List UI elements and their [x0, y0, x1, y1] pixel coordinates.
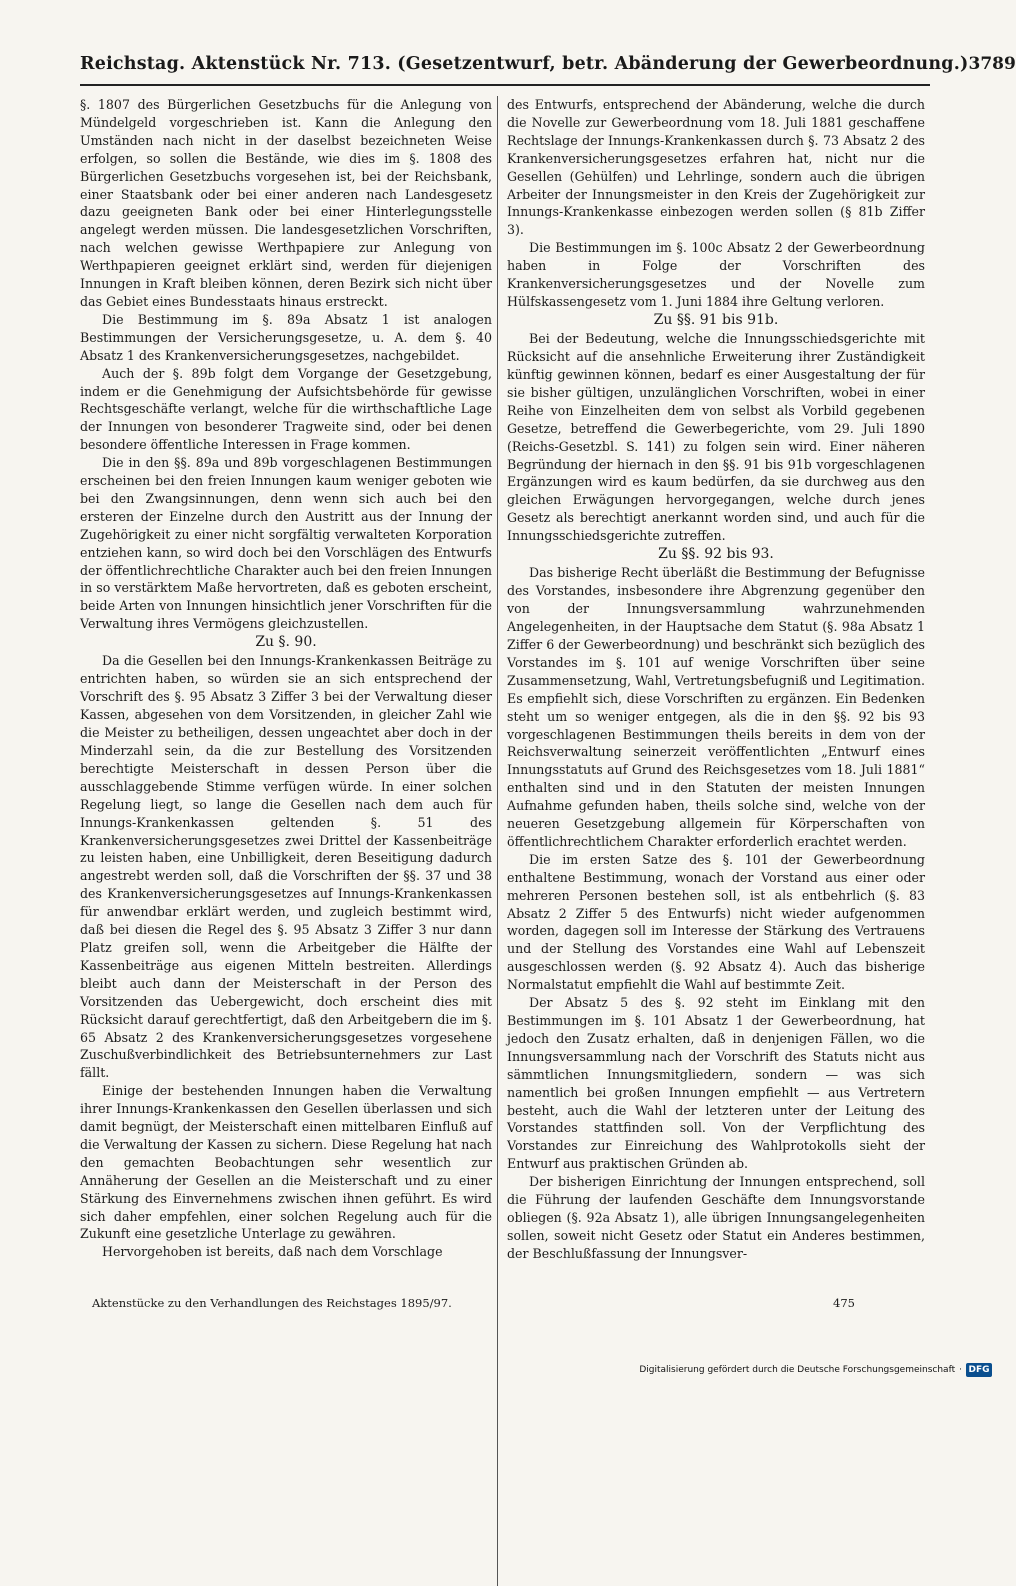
column-divider	[497, 96, 498, 1586]
paragraph: Die im ersten Satze des §. 101 der Gewerbeordnung enthaltene Bestimmung, wonach der Vorstand aus einer oder mehreren Personen bestehen soll, ist als entbehrlich (§. 83 Absatz 2 Ziffer 5 des Entwurfs) nicht wieder aufgenommen worden, dagegen soll im Interesse der Stärkung des Vertrauens und der Stellung des Vorstandes eine Wahl auf Lebenszeit ausgeschlossen werden (§. 92 Absatz 4). Auch das bisherige Normalstatut empfiehlt die Wahl auf bestimmte Zeit.	[507, 851, 925, 993]
page-number: 3789	[968, 54, 1016, 74]
paragraph: des Entwurfs, entsprechend der Abänderung, welche die durch die Novelle zur Gewerbeordnung vom 18. Juli 1881 geschaffene Rechtslage der Innungs-Krankenkassen durch §. 73 Absatz 2 des Krankenversicherungsgesetzes erfahren hat, nicht nur die Gesellen (Gehülfen) und Lehrlinge, sondern auch die übrigen Arbeiter der Innungsmeister in den Kreis der Zugehörigkeit zur Innungs-Krankenkasse einbezogen werden sollen (§ 81b Ziffer 3).	[507, 97, 925, 238]
paragraph: Die in den §§. 89a und 89b vorgeschlagenen Bestimmungen erscheinen bei den freien Innungen kaum weniger geboten wie bei den Zwangsinnungen, denn wenn sich auch bei den ersteren der Einzelne durch den Austritt aus der Innung der Zugehörigkeit zu einer nicht sorgfältig verwalteten Korporation entziehen kann, so wird doch bei den Vorschlägen des Entwurfs der öffentlichrechtliche Charakter auch bei den freien Innungen in so verstärktem Maße hervortreten, daß es geboten erscheint, beide Arten von Innungen hinsichtlich jener Vorschriften für die Verwaltung ihres Vermögens gleichzustellen.	[80, 455, 492, 632]
paragraph: Bei der Bedeutung, welche die Innungsschiedsgerichte mit Rücksicht auf die ansehnliche Erweiterung ihrer Zuständigkeit künftig gewinnen können, bedarf es einer Ausgestaltung der für sie bisher gültigen, unzulänglichen Vorschriften, wobei in einer Reihe von Einzelheiten dem von selbst als Vorbild gegebenen Gesetze, betreffend die Gewerbegerichte, vom 29. Juli 1890 (Reichs-Gesetzbl. S. 141) zu folgen sein wird. Einer näheren Begründung der hiernach in den §§. 91 bis 91b vorgeschlagenen Ergänzungen wird es kaum bedürfen, da sie durchweg aus den gleichen Erwägungen hervorgegangen, welche durch jenes Gesetz als berechtigt anerkannt worden sind, und auch für die Innungsschiedsgerichte zutreffen.	[507, 331, 925, 544]
right-column	[507, 96, 925, 1263]
digitization-credit: Digitalisierung gefördert durch die Deutsche Forschungsgemeinschaft · DFG	[639, 1362, 992, 1378]
section-heading: Zu §§. 92 bis 93.	[658, 546, 774, 563]
paragraph: Die Bestimmungen im §. 100c Absatz 2 der Gewerbeordnung haben in Folge der Vorschriften des Krankenversicherungsgesetzes und der Novelle zum Hülfskassengesetz vom 1. Juni 1884 ihre Geltung verloren.	[507, 240, 925, 309]
header-title: Reichstag. Aktenstück Nr. 713. (Gesetzentwurf, betr. Abänderung der Gewerbeordnung.)	[80, 54, 969, 74]
paragraph: Auch der §. 89b folgt dem Vorgange der Gesetzgebung, indem er die Genehmigung der Aufsichtsbehörde für gewisse Rechtsgeschäfte verlangt, welche für die wirthschaftliche Lage der Innungen von besonderer Tragweite sind, oder bei denen besondere öffentliche Interessen in Frage kommen.	[80, 365, 492, 453]
footer-sheet-number: 475	[833, 1296, 855, 1310]
credit-text: Digitalisierung gefördert durch die Deutsche Forschungsgemeinschaft	[639, 1365, 956, 1375]
paragraph: Hervorgehoben ist bereits, daß nach dem Vorschlage	[102, 1244, 443, 1260]
paragraph: Der Absatz 5 des §. 92 steht im Einklang mit den Bestimmungen im §. 101 Absatz 1 der Gewerbeordnung, hat jedoch den Zusatz erhalten, daß in denjenigen Fällen, wo die Innungsversammlung nach der Vorschrift des Statuts nicht aus sämmtlichen Innungsmitgliedern, sondern — was sich namentlich bei großen Innungen empfiehlt — aus Vertretern besteht, auch die Wahl der letzteren unter der Leitung des Vorstandes stattfinden soll. Von der Verpflichtung des Vorstandes zur Einreichung des Wahlprotokolls sieht der Entwurf aus praktischen Gründen ab.	[507, 995, 925, 1172]
paragraph: Der bisherigen Einrichtung der Innungen entsprechend, soll die Führung der laufenden Geschäfte dem Innungsvorstande obliegen (§. 92a Absatz 1), alle übrigen Innungsangelegenheiten sollen, soweit nicht Gesetz oder Statut ein Anderes bestimmen, der Beschlußfassung der Innungsver-	[507, 1174, 925, 1261]
left-column	[80, 96, 492, 1261]
paragraph: Das bisherige Recht überläßt die Bestimmung der Befugnisse des Vorstandes, insbesondere ihre Abgrenzung gegenüber den von der Innungsversammlung wahrzunehmenden Angelegenheiten, in der Hauptsache dem Statut (§. 98a Absatz 1 Ziffer 6 der Gewerbeordnung) und beschränkt sich bezüglich des Vorstandes im §. 101 auf wenige Vorschriften über seine Zusammensetzung, Wahl, Vertretungsbefugniß und Legitimation. Es empfiehlt sich, diese Vorschriften zu ergänzen. Ein Bedenken steht um so weniger entgegen, als die in den §§. 92 bis 93 vorgeschlagenen Bestimmungen theils bereits in dem von der Reichsverwaltung seinerzeit veröffentlichten „Entwurf eines Innungsstatuts auf Grund des Reichsgesetzes vom 18. Juli 1881“ enthalten sind und in den Statuten der meisten Innungen Aufnahme gefunden haben, theils solche sind, welche von der neueren Gesetzgebung allgemein für Körperschaften von öffentlichrechtlichem Charakter erforderlich erachtet werden.	[507, 565, 925, 849]
dfg-logo: DFG	[966, 1363, 992, 1377]
page-header	[80, 44, 1016, 86]
paragraph: Die Bestimmung im §. 89a Absatz 1 ist analogen Bestimmungen der Versicherungsgesetze, u. A. dem §. 40 Absatz 1 des Krankenversicherungsgesetzes, nachgebildet.	[80, 311, 492, 363]
paragraph: Da die Gesellen bei den Innungs-Krankenkassen Beiträge zu entrichten haben, so würden sie an sich entsprechend der Vorschrift des §. 95 Absatz 3 Ziffer 3 bei der Verwaltung dieser Kassen, abgesehen von dem Vorsitzenden, in gleicher Zahl wie die Meister zu betheiligen, dessen ungeachtet aber doch in der Minderzahl sein, da die zur Bestellung des Vorsitzenden berechtigte Meisterschaft in dessen Person über die ausschlaggebende Stimme verfügen würde. In einer solchen Regelung liegt, so lange die Gesellen nach dem auch für Innungs-Krankenkassen geltenden §. 51 des Krankenversicherungsgesetzes zwei Drittel der Kassenbeiträge zu leisten haben, eine Unbilligkeit, deren Beseitigung dadurch angestrebt werden soll, daß die Vorschriften der §§. 37 und 38 des Krankenversicherungsgesetzes auf Innungs-Krankenkassen für anwendbar erklärt werden, und zugleich bestimmt wird, daß bei diesen die Regel des §. 95 Absatz 3 Ziffer 3 nur dann Platz greifen soll, wenn die Arbeitgeber die Hälfte der Kassenbeiträge aus eigenen Mitteln bestreiten. Allerdings bleibt auch dann der Meisterschaft in der Person des Vorsitzenden das Uebergewicht, doch erscheint dies mit Rücksicht darauf gerechtfertigt, daß den Arbeitgebern die im §. 65 Absatz 2 des Krankenversicherungsgesetzes vorgesehene Zuschußverbindlichkeit des Betriebsunternehmers zur Last fällt.	[80, 653, 492, 1081]
footer-citation: Aktenstücke zu den Verhandlungen des Reichstages 1895/97.	[92, 1296, 452, 1310]
paragraph: Einige der bestehenden Innungen haben die Verwaltung ihrer Innungs-Krankenkassen den Gesellen überlassen und sich damit begnügt, der Meisterschaft einen mittelbaren Einfluß auf die Verwaltung der Kassen zu sichern. Diese Regelung hat nach den gemachten Beobachtungen sehr wesentlich zur Annäherung der Gesellen an die Meisterschaft und zu einer Stärkung des Einvernehmens zwischen ihnen geführt. Es wird sich daher empfehlen, einer solchen Regelung auch für die Zukunft eine gesetzliche Unterlage zu gewähren.	[80, 1083, 492, 1242]
paragraph: §. 1807 des Bürgerlichen Gesetzbuchs für die Anlegung von Mündelgeld vorgeschrieben ist. Kann die Anlegung den Umständen nach nicht in der daselbst bezeichneten Weise erfolgen, so sollen die Bestände, wie dies im §. 1808 des Bürgerlichen Gesetzbuchs vorgesehen ist, bei der Reichsbank, einer Staatsbank oder bei einer anderen nach Landesgesetz dazu geeigneten Bank oder bei einer Hinterlegungsstelle angelegt werden müssen. Die landesgesetzlichen Vorschriften, nach welchen gewisse Werthpapiere zur Anlegung von Werthpapieren geeignet erklärt sind, werden für diejenigen Innungen in Kraft bleiben können, deren Bezirk sich nicht über das Gebiet eines Bundesstaats hinaus erstreckt.	[80, 97, 492, 309]
section-heading: Zu §. 90.	[255, 634, 317, 651]
section-heading: Zu §§. 91 bis 91b.	[653, 311, 779, 328]
